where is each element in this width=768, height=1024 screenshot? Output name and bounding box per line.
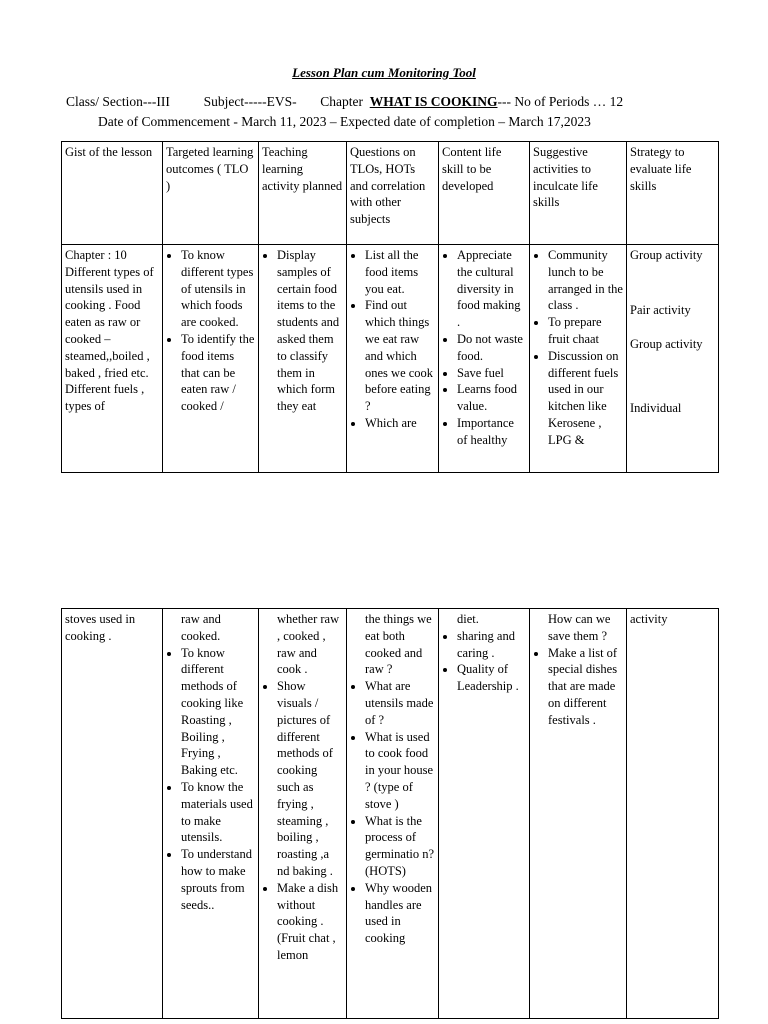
class-section: Class/ Section---III (66, 94, 170, 109)
header-cell: Targeted learning outcomes ( TLO ) (163, 142, 259, 245)
continued-text: How can we save them ? (548, 612, 611, 643)
tla-cell (259, 245, 347, 473)
content-cell (439, 609, 530, 1019)
strategy-item: Pair activity (630, 302, 691, 317)
list-item: • Do not waste food. (457, 331, 526, 365)
activities-cell (530, 609, 627, 1019)
list-item: • Why wooden handles are used in cooking (365, 880, 435, 947)
header-cell: Gist of the lesson (62, 142, 163, 245)
list-item: • What is used to cook food in your house ? (type of stove ) (365, 729, 435, 813)
header-cell: Teaching learning activity planned (259, 142, 347, 245)
questions-cell (347, 609, 439, 1019)
gist-cell: stoves used in cooking . (62, 609, 163, 1019)
lesson-plan-table-page1 (61, 141, 719, 473)
list-item: • Learns food value. (457, 381, 526, 415)
strategy-item: Individual (630, 401, 682, 416)
strategy-item: Group activity (630, 336, 703, 351)
lesson-plan-table-page2 (61, 608, 719, 1019)
list-item: • List all the food items you eat. (365, 247, 435, 297)
chapter-label: Chapter (320, 94, 363, 109)
continued-text: the things we eat both cooked and raw ? (365, 612, 432, 677)
strategy-cell: activity (627, 609, 719, 1019)
list-item: • Quality of Leadership . (457, 661, 526, 695)
table-row (62, 609, 719, 1019)
list-item: • Display samples of certain food items to the students and asked them to classify them in which form they eat (277, 247, 343, 415)
header-cell: Content life skill to be developed (439, 142, 530, 245)
list-item: • To understand how to make sprouts from seeds.. (181, 846, 255, 913)
header-cell: Questions on TLOs, HOTs and correlation with other subjects (347, 142, 439, 245)
document-title: Lesson Plan cum Monitoring Tool (292, 65, 476, 80)
list-item: • What are utensils made of ? (365, 678, 435, 728)
activities-cell (530, 245, 627, 473)
list-item: • What is the process of germinatio n? (HOTS) (365, 813, 435, 880)
strategy-cell (627, 245, 719, 473)
header-row (62, 142, 719, 245)
tla-cell (259, 609, 347, 1019)
tlo-cell (163, 245, 259, 473)
list-item: • Community lunch to be arranged in the class . (548, 247, 623, 314)
gist-cell: Chapter : 10 Different types of utensils used in cooking . Food eaten as raw or cooked – steamed,,boiled , baked , fried etc. Different fuels , types of (62, 245, 163, 473)
header-cell: Suggestive activities to inculcate life skills (530, 142, 627, 245)
list-item: • Show visuals / pictures of different methods of cooking such as frying , steaming , boiling , roasting ,a nd baking . (277, 678, 343, 880)
dates-line: Date of Commencement - March 11, 2023 – Expected date of completion – March 17,2023 (98, 114, 591, 129)
list-item: • To know different methods of cooking like Roasting , Boiling , Frying , Baking etc. (181, 645, 255, 779)
header-cell: Strategy to evaluate life skills (627, 142, 719, 245)
list-item: • To prepare fruit chaat (548, 314, 623, 348)
list-item: • Make a list of special dishes that are made on different festivals . (548, 645, 623, 729)
list-item: • Which are (365, 415, 435, 432)
continued-text: whether raw , cooked , raw and cook . (277, 612, 340, 677)
questions-cell (347, 245, 439, 473)
table-row (62, 245, 719, 473)
list-item: • Find out which things we eat raw and which ones we cook before eating ? (365, 297, 435, 415)
list-item: • Make a dish without cooking . (Fruit chat , lemon (277, 880, 343, 964)
content-cell (439, 245, 530, 473)
class-subject-line (66, 94, 623, 110)
list-item: • Appreciate the cultural diversity in food making . (457, 247, 526, 331)
list-item: • Discussion on different fuels used in our kitchen like Kerosene , LPG & (548, 348, 623, 449)
list-item: • Save fuel (457, 365, 526, 382)
list-item: • Importance of healthy (457, 415, 526, 449)
list-item: • To identify the food items that can be eaten raw / cooked / (181, 331, 255, 415)
strategy-item: Group activity (630, 248, 703, 262)
periods: --- No of Periods … 12 (497, 94, 624, 109)
subject: Subject-----EVS- (203, 94, 297, 109)
chapter-name: WHAT IS COOKING (369, 94, 498, 109)
continued-text: diet. (457, 612, 479, 626)
tlo-cell (163, 609, 259, 1019)
continued-text: raw and cooked. (181, 612, 221, 643)
list-item: • sharing and caring . (457, 628, 526, 662)
list-item: • To know the materials used to make utensils. (181, 779, 255, 846)
list-item: • To know different types of utensils in which foods are cooked. (181, 247, 255, 331)
